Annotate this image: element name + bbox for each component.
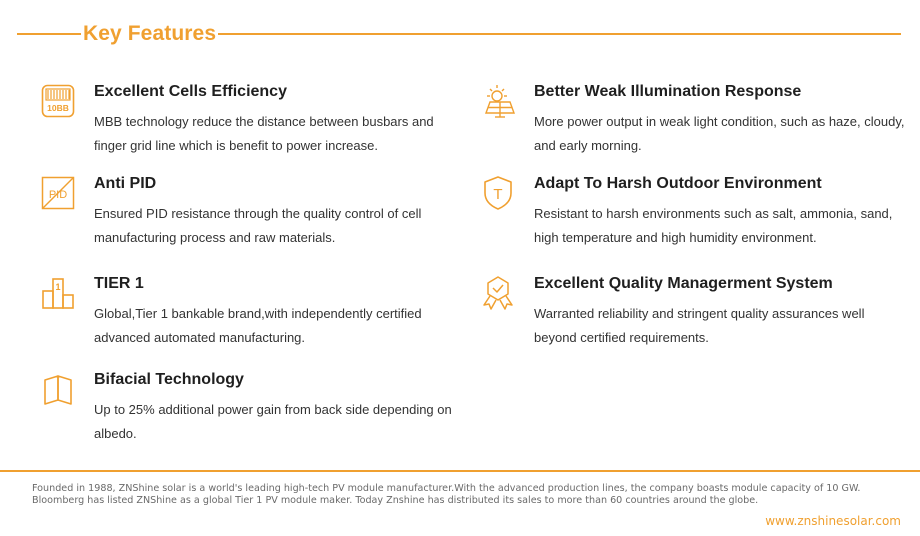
feature-description: MBB technology reduce the distance between busbars and finger grid line which is benefit to power increase. [94, 114, 434, 153]
feature-title: Bifacial Technology [94, 371, 244, 388]
section-header [17, 20, 901, 48]
anti-pid-icon [40, 175, 76, 211]
feature-title: Better Weak Illumination Response [534, 83, 802, 100]
feature-title: Excellent Cells Efficiency [94, 83, 287, 100]
feature-title: Excellent Quality Managerment System [534, 275, 833, 292]
svg-text:PID: PID [48, 189, 68, 201]
feature-title: TIER 1 [94, 275, 144, 292]
quality-badge-icon [480, 275, 516, 311]
svg-text:10BB: 10BB [47, 103, 69, 113]
footer-divider [0, 470, 920, 472]
feature-description: Resistant to harsh environments such as salt, ammonia, sand, high temperature and high humidity environment. [534, 206, 893, 245]
feature-description: More power output in weak light condition, such as haze, cloudy, and early morning. [534, 114, 905, 153]
shield-t-icon [480, 175, 516, 211]
section-title: Key Features [83, 22, 217, 45]
header-rule-left [17, 33, 81, 35]
website-link[interactable]: www.znshinesolar.com [765, 514, 901, 528]
sun-panel-icon [480, 83, 516, 119]
company-about-text: Founded in 1988, ZNShine solar is a world's leading high-tech PV module manufacturer.With the advanced production lines, the company boasts module capacity of 10 GW. Bloomberg has listed ZNShine as a global Tier 1 PV module maker. Today Znshine has distributed its sales to more than 60 countries around the globe. [32, 483, 861, 506]
feature-description: Global,Tier 1 bankable brand,with independently certified advanced automated manufacturing. [94, 306, 422, 345]
feature-title: Anti PID [94, 175, 157, 192]
feature-description: Warranted reliability and stringent quality assurances well beyond certified requirements. [534, 306, 865, 345]
header-rule-right [218, 33, 901, 35]
feature-description: Ensured PID resistance through the quality control of cell manufacturing process and raw materials. [94, 206, 422, 245]
feature-description: Up to 25% additional power gain from back side depending on albedo. [94, 402, 452, 441]
svg-text:T: T [493, 186, 503, 203]
bifacial-panel-icon [40, 371, 76, 407]
svg-text:1: 1 [55, 282, 61, 292]
busbar-10bb-icon [40, 83, 76, 119]
podium-icon [40, 275, 76, 311]
feature-title: Adapt To Harsh Outdoor Environment [534, 175, 822, 192]
